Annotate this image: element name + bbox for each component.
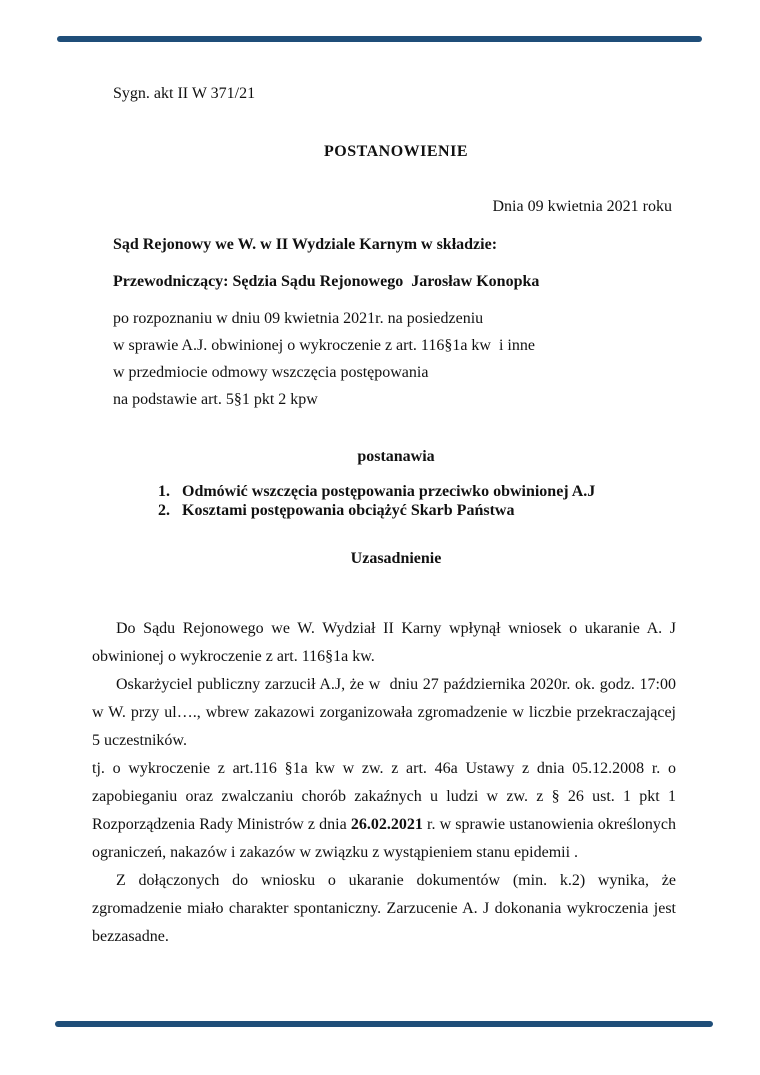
justification-body: [92, 615, 676, 951]
justification-paragraph-3: [92, 755, 676, 867]
justification-paragraph-2: Oskarżyciel publiczny zarzucił A.J, że w dniu 27 października 2020r. ok. godz. 17:00 w W. przy ul…., wbrew zakazowi zorganizowała zgromadzenie w liczbie przekraczającej 5 uczestników.: [92, 676, 676, 749]
paragraph-3-text-before: tj. o wykroczenie z art.116 §1a kw w zw. z art. 46a Ustawy z dnia 05.12.2008 r. o zapobieganiu oraz zwalczaniu chorób zakaźnych u ludzi w zw. z § 26 ust. 1 pkt 1 Rozporządzenia Rady Ministrów z dnia: [92, 760, 676, 833]
document-date: Dnia 09 kwietnia 2021 roku: [492, 198, 672, 215]
justification-paragraph-1: Do Sądu Rejonowego we W. Wydział II Karny wpłynął wniosek o ukaranie A. J obwinionej o wykroczenie z art. 116§1a kw.: [92, 620, 676, 665]
paragraph-3-bold-date: 26.02.2021: [350, 816, 423, 833]
paragraph-3-text-after: r. w sprawie ustanowienia określonych ograniczeń, nakazów i zakazów w związku z wystąpieniem stanu epidemii .: [92, 816, 676, 861]
justification-heading: Uzasadnienie: [350, 550, 442, 567]
bottom-divider-rule: [55, 1021, 713, 1027]
top-divider-rule: [57, 36, 702, 42]
justification-paragraph-4: Z dołączonych do wniosku o ukaranie dokumentów (min. k.2) wynika, że zgromadzenie miało charakter spontaniczny. Zarzucenie A. J dokonania wykroczenia jest bezzasadne.: [92, 872, 676, 945]
decision-item-text: Odmówić wszczęcia postępowania przeciwko obwinionej A.J: [182, 483, 596, 500]
preamble-line-case: w sprawie A.J. obwinionej o wykroczenie z art. 116§1a kw i inne: [113, 337, 535, 354]
preamble-line-hearing: po rozpoznaniu w dniu 09 kwietnia 2021r. na posiedzeniu: [113, 310, 484, 327]
case-number: Sygn. akt II W 371/21: [113, 85, 256, 102]
decision-list: [158, 482, 595, 520]
court-composition-line: Sąd Rejonowy we W. w II Wydziale Karnym w składzie:: [113, 236, 498, 253]
decision-item-text: Kosztami postępowania obciążyć Skarb Państwa: [182, 502, 515, 519]
decision-item: [158, 501, 595, 520]
decision-heading: postanawia: [357, 448, 435, 465]
presiding-judge-line: Przewodniczący: Sędzia Sądu Rejonowego Jarosław Konopka: [113, 273, 540, 290]
document-title: POSTANOWIENIE: [323, 143, 468, 160]
preamble-line-subject: w przedmiocie odmowy wszczęcia postępowania: [113, 364, 429, 381]
case-preamble: [113, 305, 535, 413]
decision-item-number: 2.: [158, 502, 170, 519]
decision-item: [158, 482, 595, 501]
decision-item-number: 1.: [158, 483, 170, 500]
preamble-line-legal-basis: na podstawie art. 5§1 pkt 2 kpw: [113, 391, 318, 408]
